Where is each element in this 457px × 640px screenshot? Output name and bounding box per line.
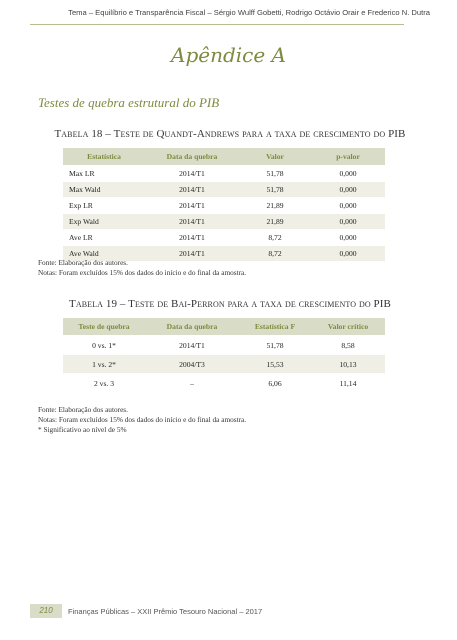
table-cell: 10,13 [311, 355, 385, 374]
table18-source: Fonte: Elaboração dos autores. [38, 258, 128, 267]
section-title: Testes de quebra estrutural do PIB [38, 95, 220, 110]
table-row [63, 166, 385, 182]
table-cell: 8,72 [239, 230, 311, 246]
table18-caption: Tabela 18 – Teste de Quandt-Andrews para a taxa de crescimento do PIB [54, 128, 406, 140]
table-row [63, 355, 385, 374]
table-cell: 0,000 [311, 246, 385, 262]
table-cell: Ave LR [63, 230, 145, 246]
table-cell: 2004/T3 [145, 355, 239, 374]
table18-header-row [63, 148, 385, 166]
table-cell: Ave Wald [63, 246, 145, 262]
header-rule [30, 24, 404, 25]
table-row [63, 214, 385, 230]
table-cell: 2014/T1 [145, 246, 239, 262]
table-cell: 15,53 [239, 355, 311, 374]
table-row [63, 198, 385, 214]
table19-header-row [63, 318, 385, 336]
table-cell: – [145, 374, 239, 393]
table-cell: Exp Wald [63, 214, 145, 230]
table-row [63, 336, 385, 355]
table-cell: 51,78 [239, 336, 311, 355]
table-row [63, 230, 385, 246]
table-cell: 2014/T1 [145, 182, 239, 198]
table-cell: 0,000 [311, 182, 385, 198]
table18-notes: Notas: Foram excluídos 15% dos dados do início e do final da amostra. [38, 268, 247, 277]
table18-header-cell: Data da quebra [145, 148, 239, 166]
table19-header-cell: Teste de quebra [63, 318, 145, 336]
table-cell: 2014/T1 [145, 214, 239, 230]
running-head: Tema – Equilíbrio e Transparência Fiscal – Sérgio Wulff Gobetti, Rodrigo Octávio Orair e Frederico N. Dutra [68, 8, 430, 17]
table-cell: 2014/T1 [145, 230, 239, 246]
table18-header-cell: p-valor [311, 148, 385, 166]
table-cell: 6,06 [239, 374, 311, 393]
footer-text: Finanças Públicas – XXII Prêmio Tesouro Nacional – 2017 [68, 607, 263, 616]
page-number: 210 [30, 604, 62, 618]
table-cell: 21,89 [239, 214, 311, 230]
table-row [63, 374, 385, 393]
table-cell: 0,000 [311, 230, 385, 246]
table-cell: Max Wald [63, 182, 145, 198]
table-cell: 8,58 [311, 336, 385, 355]
appendix-title: Apêndice A [171, 43, 286, 67]
table-cell: 2014/T1 [145, 166, 239, 182]
table-cell: 0 vs. 1* [63, 336, 145, 355]
table-cell: 21,89 [239, 198, 311, 214]
table-cell: 51,78 [239, 182, 311, 198]
table-cell: 1 vs. 2* [63, 355, 145, 374]
table18 [63, 148, 385, 261]
table-cell: 2014/T1 [145, 198, 239, 214]
table-cell: 0,000 [311, 214, 385, 230]
table-row [63, 182, 385, 198]
table19-caption: Tabela 19 – Teste de Bai-Perron para a taxa de crescimento do PIB [69, 298, 391, 310]
table19-notes: Notas: Foram excluídos 15% dos dados do início e do final da amostra. [38, 415, 247, 424]
table18-header-cell: Valor [239, 148, 311, 166]
table18-header-cell: Estatística [63, 148, 145, 166]
table-cell: 11,14 [311, 374, 385, 393]
table19-significance-note: * Significativo ao nível de 5% [38, 425, 127, 434]
table-cell: 0,000 [311, 166, 385, 182]
table-cell: 2 vs. 3 [63, 374, 145, 393]
table-cell: Exp LR [63, 198, 145, 214]
table-cell: Max LR [63, 166, 145, 182]
table-cell: 51,78 [239, 166, 311, 182]
table19-header-cell: Data da quebra [145, 318, 239, 336]
table19-header-cell: Valor crítico [311, 318, 385, 336]
table-cell: 8,72 [239, 246, 311, 262]
table-cell: 0,000 [311, 198, 385, 214]
table19-source: Fonte: Elaboração dos autores. [38, 405, 128, 414]
table-cell: 2014/T1 [145, 336, 239, 355]
table19-header-cell: Estatística F [239, 318, 311, 336]
table19 [63, 318, 385, 392]
